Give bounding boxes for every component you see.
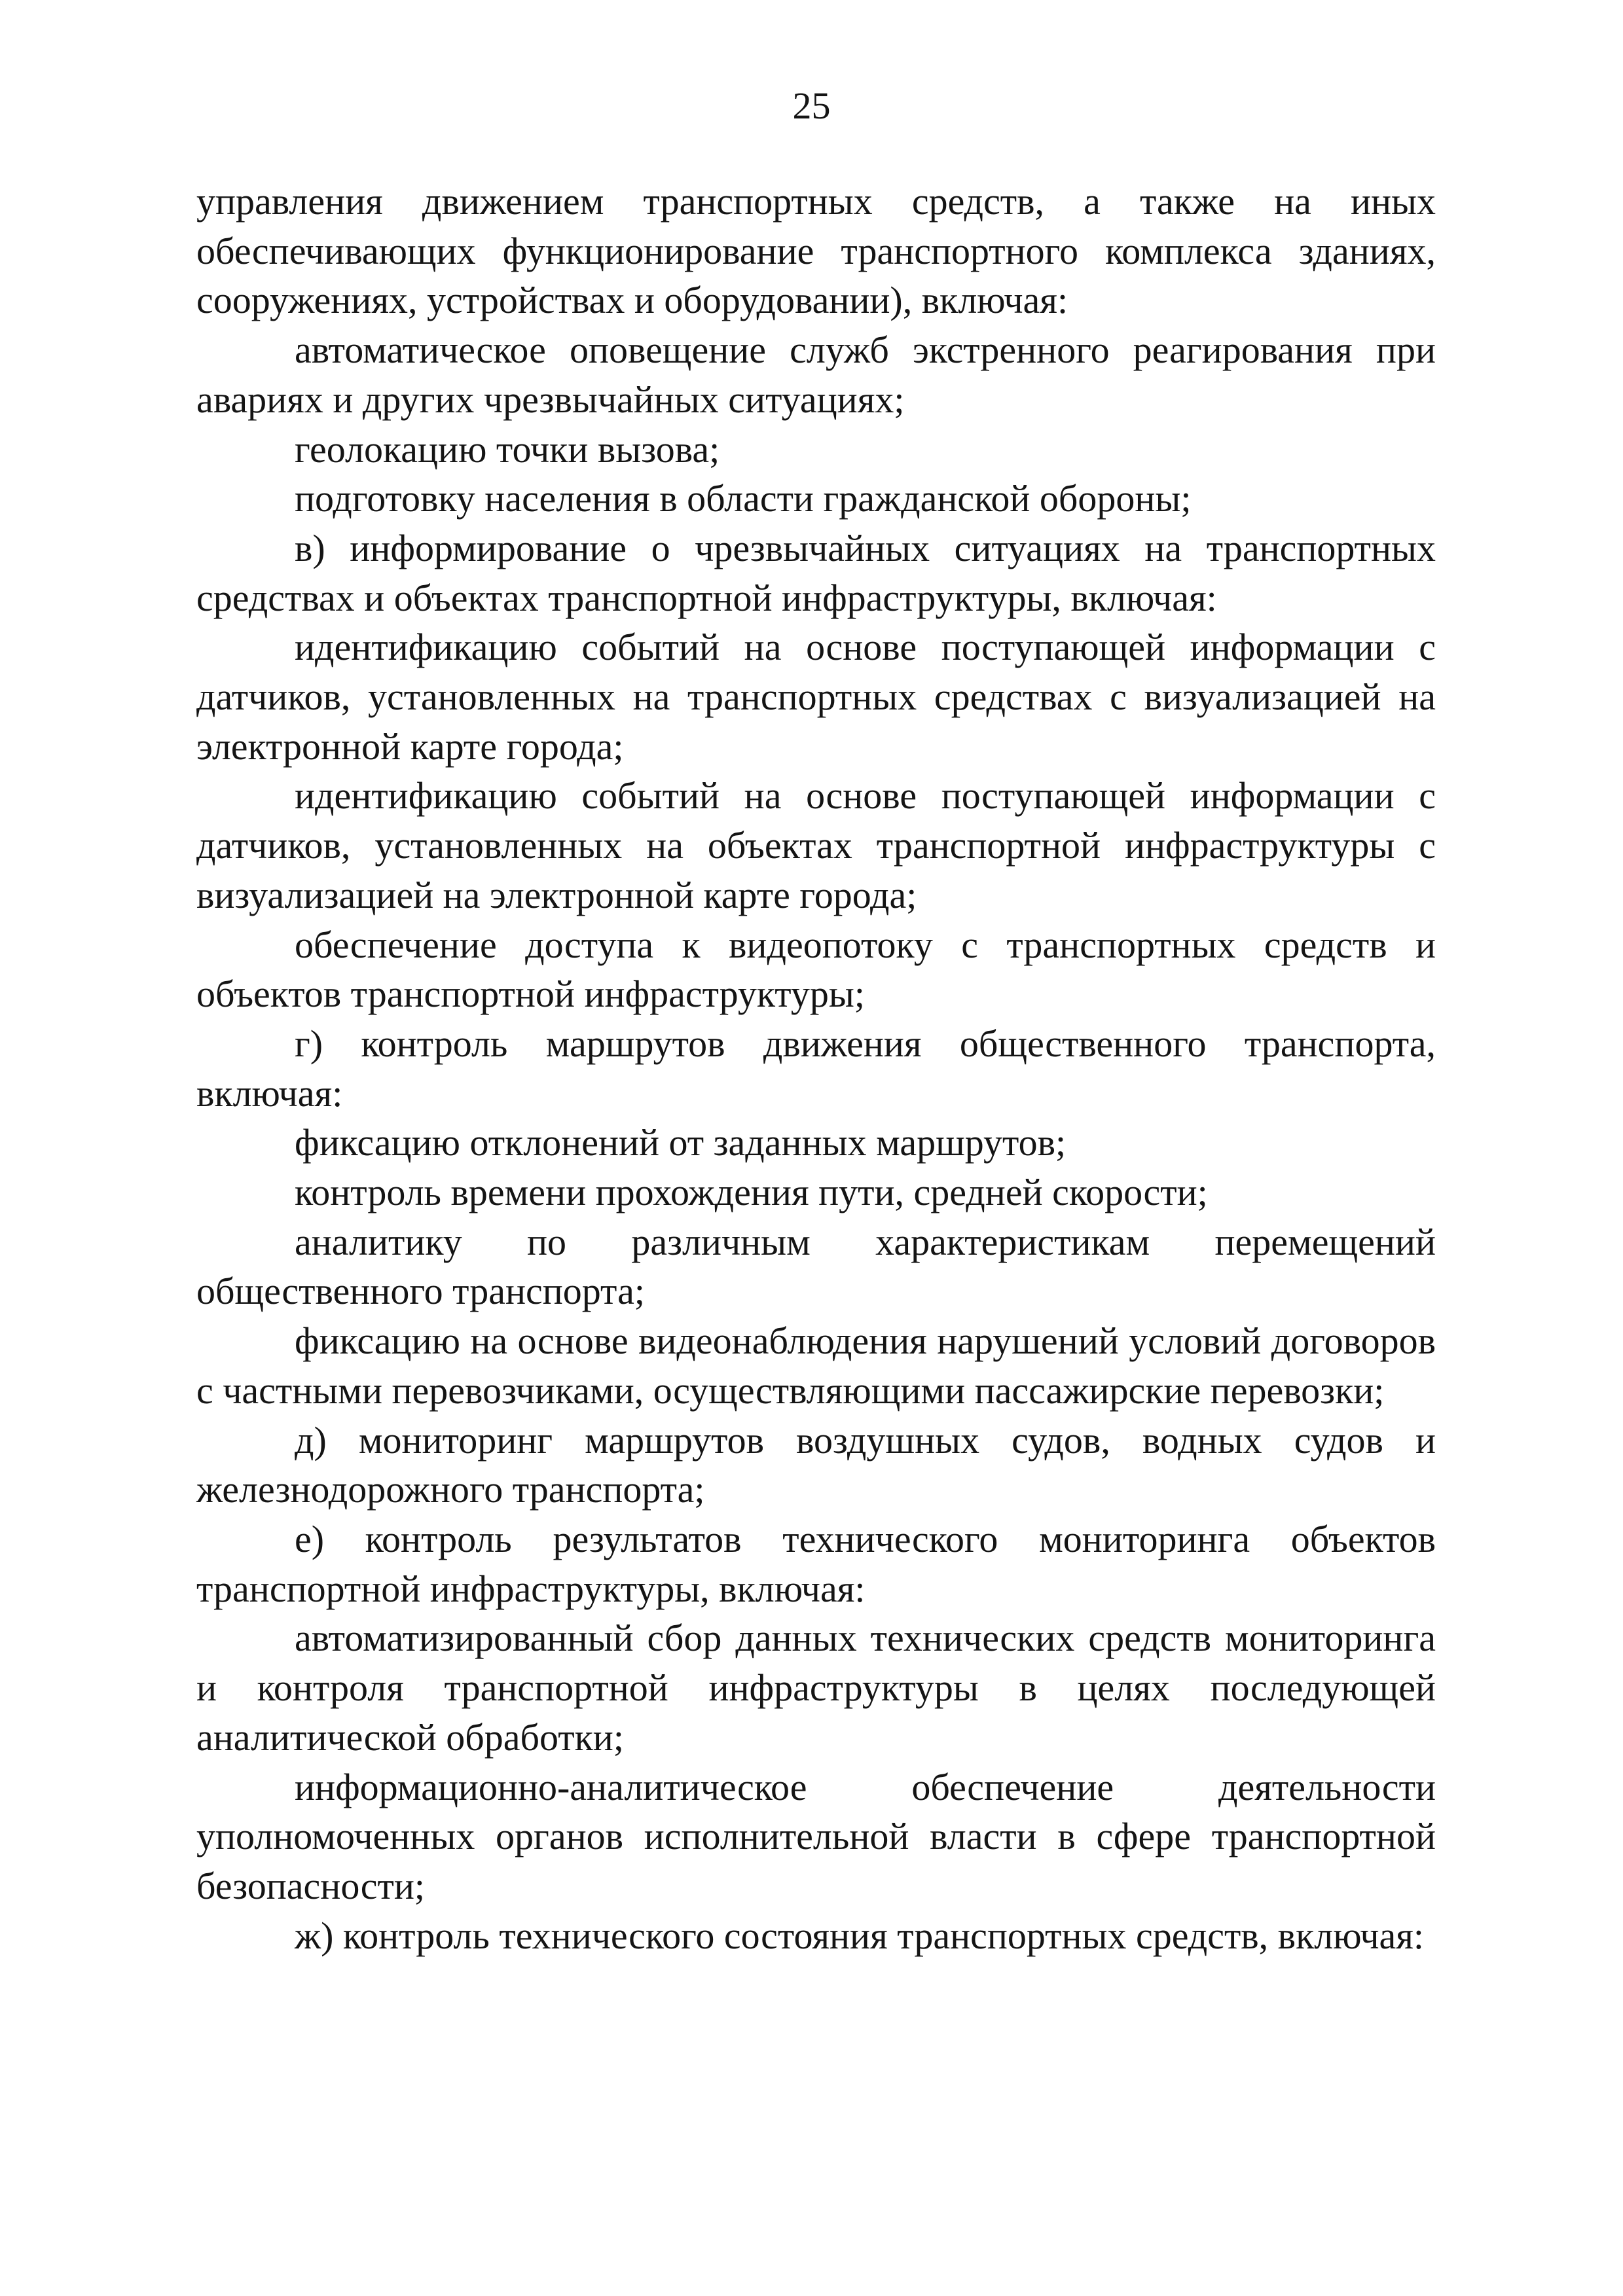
paragraph: автоматическое оповещение служб экстренного реагирования при авариях и других чрезвычайных ситуациях; (196, 329, 1436, 421)
paragraph: д) мониторинг маршрутов воздушных судов, водных судов и железнодорожного транспорта; (196, 1418, 1436, 1511)
paragraph: фиксацию отклонений от заданных маршрутов; (295, 1121, 1067, 1164)
paragraph: геолокацию точки вызова; (295, 427, 720, 471)
paragraph: подготовку населения в области гражданской обороны; (295, 477, 1192, 520)
document-body (196, 177, 1436, 1960)
paragraph: ж) контроль технического состояния транспортных средств, включая: (295, 1914, 1425, 1957)
paragraph: управления движением транспортных средств, а также на иных обеспечивающих функционирование транспортного комплекса зданиях, сооружениях, устройствах и оборудовании), включая: (196, 180, 1436, 322)
paragraph: фиксацию на основе видеонаблюдения нарушений условий договоров с частными перевозчиками, осуществляющими пассажирские перевозки; (196, 1319, 1436, 1412)
paragraph: г) контроль маршрутов движения общественного транспорта, включая: (196, 1022, 1436, 1115)
paragraph: аналитику по различным характеристикам перемещений общественного транспорта; (196, 1220, 1436, 1313)
paragraph: контроль времени прохождения пути, средней скорости; (295, 1171, 1208, 1214)
page-number: 25 (792, 84, 831, 127)
paragraph: информационно-аналитическое обеспечение деятельности уполномоченных органов исполнительной власти в сфере транспортной безопасности; (196, 1765, 1436, 1907)
paragraph: обеспечение доступа к видеопотоку с транспортных средств и объектов транспортной инфраструктуры; (196, 923, 1436, 1016)
paragraph: идентификацию событий на основе поступающей информации с датчиков, установленных на транспортных средствах с визуализацией на электронной карте города; (196, 626, 1436, 768)
paragraph: в) информирование о чрезвычайных ситуациях на транспортных средствах и объектах транспортной инфраструктуры, включая: (196, 526, 1436, 619)
paragraph: автоматизированный сбор данных технических средств мониторинга и контроля транспортной инфраструктуры в целях последующей аналитической обработки; (196, 1617, 1436, 1759)
paragraph: идентификацию событий на основе поступающей информации с датчиков, установленных на объектах транспортной инфраструктуры с визуализацией на электронной карте города; (196, 774, 1436, 916)
paragraph: е) контроль результатов технического мониторинга объектов транспортной инфраструктуры, включая: (196, 1517, 1436, 1610)
